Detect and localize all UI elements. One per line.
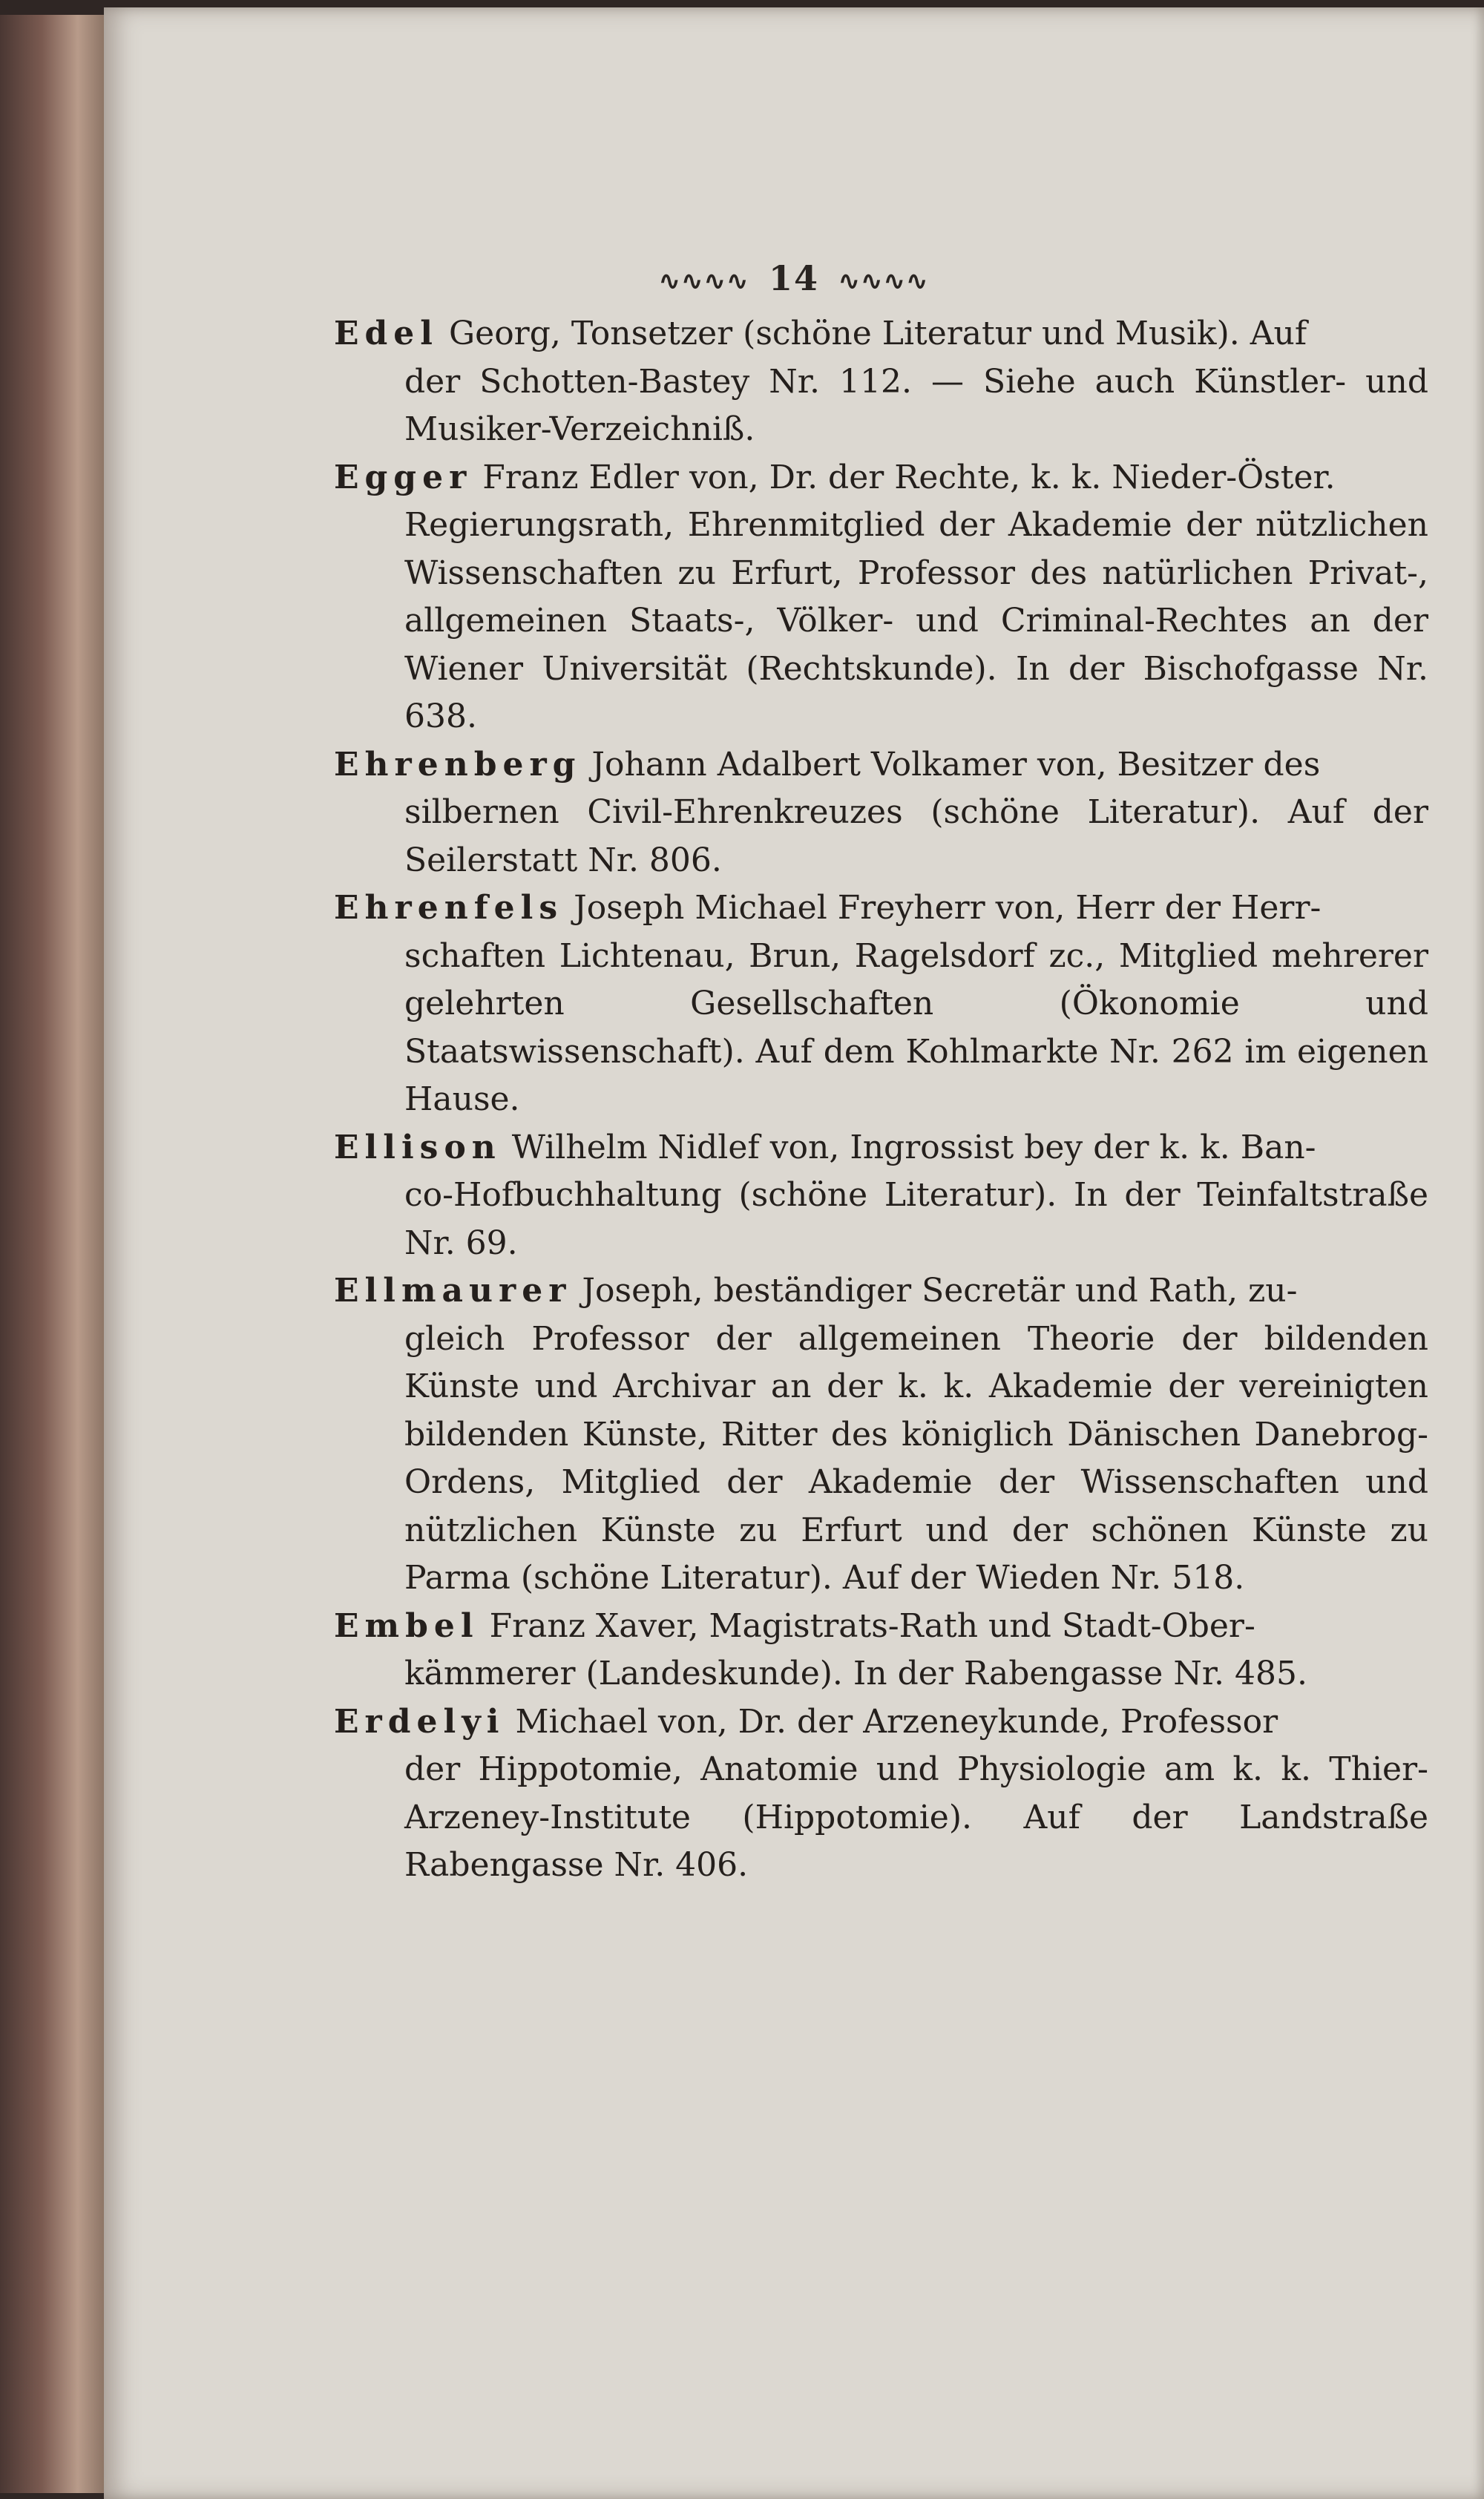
entry-text: der Schotten-Bastey Nr. 112. — Siehe auch Künstler- und Musiker-Verzeichniß. bbox=[404, 362, 1428, 448]
entry-name: Ellmaurer bbox=[334, 1272, 572, 1310]
entry-text: kämmerer (Landeskunde). In der Rabengasse Nr. 485. bbox=[404, 1655, 1307, 1692]
page-number: 14 bbox=[768, 258, 819, 298]
entry-first-line: Johann Adalbert Volkamer von, Besitzer des bbox=[581, 745, 1321, 784]
entry-name: Ellison bbox=[334, 1128, 502, 1166]
entry-first-line: Joseph, beständiger Secretär und Rath, zu- bbox=[571, 1272, 1298, 1310]
entry-text: der Hippotomie, Anatomie und Physiologie am k. k. Thier-Arzeney-Institute (Hippotomie). Auf der Landstraße Rabengasse Nr. 406. bbox=[404, 1750, 1428, 1884]
entry-text: gleich Professor der allgemeinen Theorie der bildenden Künste und Archivar an der k. k. Akademie der vereinigten bildenden Künste, Ritter des königlich Dänischen Danebrog-Ordens, Mitglied der Akademie der Wissenschaften und nützlichen Künste zu Erfurt und der schönen Künste zu Parma (schöne Literatur). Auf der Wieden Nr. 518. bbox=[404, 1319, 1428, 1597]
entry-name: Ehrenfels bbox=[334, 889, 564, 927]
entry-first-line: Joseph Michael Freyherr von, Herr der Herr- bbox=[563, 889, 1322, 927]
entry-first-line: Franz Xaver, Magistrats-Rath und Stadt-Ober- bbox=[479, 1606, 1255, 1645]
header-ornament-right: ∿∿∿∿ bbox=[838, 266, 929, 296]
entry-erdelyi bbox=[334, 1698, 1428, 1890]
entry-text: Regierungsrath, Ehrenmitglied der Akademie der nützlichen Wissenschaften zu Erfurt, Professor des natürlichen Privat-, allgemeinen Staats-, Völker- und Criminal-Rechtes an der Wiener Universität (Rechtskunde). In der Bischofgasse Nr. 638. bbox=[404, 506, 1428, 735]
entry-first-line: Georg, Tonsetzer (schöne Literatur und Musik). Auf bbox=[439, 315, 1307, 352]
entry-embel bbox=[334, 1603, 1428, 1698]
entry-ellison bbox=[334, 1124, 1428, 1268]
entry-first-line: Wilhelm Nidlef von, Ingrossist bey der k. k. Ban- bbox=[501, 1128, 1316, 1166]
entry-ehrenberg bbox=[334, 741, 1428, 885]
header-ornament-left: ∿∿∿∿ bbox=[659, 266, 749, 296]
entry-name: Ehrenberg bbox=[334, 745, 582, 784]
entry-list bbox=[334, 310, 1428, 1890]
entry-edel bbox=[334, 310, 1428, 454]
entry-text: schaften Lichtenau, Brun, Ragelsdorf zc., Mitglied mehrerer gelehrten Gesellschaften (Ökonomie und Staatswissenschaft). Auf dem Kohlmarkte Nr. 262 im eigenen Hause. bbox=[404, 936, 1428, 1118]
page-header bbox=[104, 258, 1484, 298]
entry-text: silbernen Civil-Ehrenkreuzes (schöne Literatur). Auf der Seilerstatt Nr. 806. bbox=[404, 793, 1428, 879]
entry-egger bbox=[334, 454, 1428, 741]
entry-name: Embel bbox=[334, 1606, 479, 1645]
entry-first-line: Franz Edler von, Dr. der Rechte, k. k. Nieder-Öster. bbox=[472, 458, 1336, 496]
entry-name: Erdelyi bbox=[334, 1702, 505, 1741]
entry-name: Egger bbox=[334, 458, 473, 496]
entry-ehrenfels bbox=[334, 884, 1428, 1124]
previous-page-edge bbox=[0, 15, 104, 2493]
entry-text: co-Hofbuchhaltung (schöne Literatur). In der Teinfaltstraße Nr. 69. bbox=[404, 1176, 1428, 1262]
entry-name: Edel bbox=[334, 315, 439, 352]
entry-first-line: Michael von, Dr. der Arzeneykunde, Professor bbox=[505, 1702, 1278, 1741]
entry-ellmaurer bbox=[334, 1267, 1428, 1603]
